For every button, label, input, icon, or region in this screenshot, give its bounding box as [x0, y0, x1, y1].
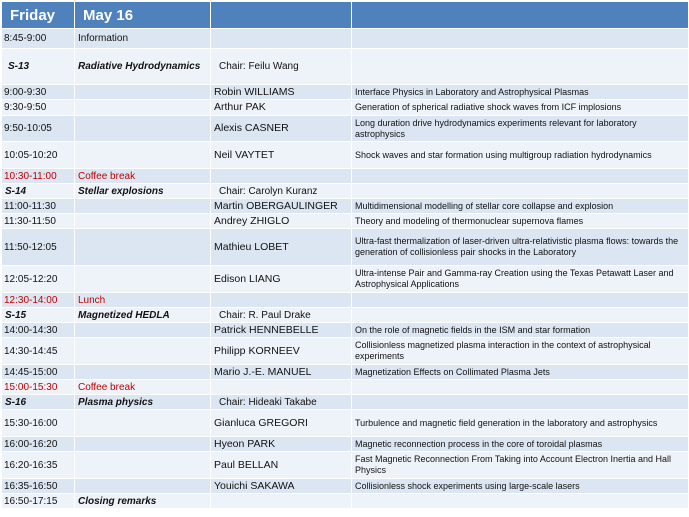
talk-title: Ultra-fast thermalization of laser-driven ultra-relativistic plasma flows: towards the generation of collisionless pair shocks in the Laboratory	[352, 229, 689, 266]
break-label: Coffee break	[75, 380, 211, 395]
session-title: Magnetized HEDLA	[75, 308, 211, 323]
session-row	[2, 308, 689, 323]
table-row	[2, 199, 689, 214]
talk-title: Turbulence and magnetic field generation in the laboratory and astrophysics	[352, 410, 689, 437]
session-row	[2, 49, 689, 85]
time-cell: 10:30-11:00	[2, 169, 75, 184]
table-row	[2, 437, 689, 452]
time-cell: 12:30-14:00	[2, 293, 75, 308]
table-row	[2, 214, 689, 229]
time-cell: 9:00-9:30	[2, 85, 75, 100]
time-cell: 10:05-10:20	[2, 142, 75, 169]
session-title: Stellar explosions	[75, 184, 211, 199]
day-header: Friday	[2, 2, 75, 29]
speaker-cell: Hyeon PARK	[211, 437, 352, 452]
speaker-cell: Robin WILLIAMS	[211, 85, 352, 100]
table-row	[2, 116, 689, 142]
session-row	[2, 395, 689, 410]
table-row	[2, 452, 689, 479]
time-cell: 16:00-16:20	[2, 437, 75, 452]
session-code: S-13	[2, 49, 75, 85]
session-chair: Chair: Feilu Wang	[211, 49, 352, 85]
time-cell: 16:35-16:50	[2, 479, 75, 494]
time-cell: 11:00-11:30	[2, 199, 75, 214]
talk-title: Shock waves and star formation using multigroup radiation hydrodynamics	[352, 142, 689, 169]
break-row	[2, 293, 689, 308]
talk-title: Fast Magnetic Reconnection From Taking into Account Electron Inertia and Hall Physics	[352, 452, 689, 479]
talk-title: Interface Physics in Laboratory and Astrophysical Plasmas	[352, 85, 689, 100]
speaker-cell: Gianluca GREGORI	[211, 410, 352, 437]
table-row	[2, 365, 689, 380]
closing-row	[2, 494, 689, 509]
time-cell: 9:50-10:05	[2, 116, 75, 142]
table-row	[2, 266, 689, 293]
speaker-cell: Alexis CASNER	[211, 116, 352, 142]
break-label: Lunch	[75, 293, 211, 308]
session-title: Plasma physics	[75, 395, 211, 410]
session-chair: Chair: R. Paul Drake	[211, 308, 352, 323]
time-cell: 14:45-15:00	[2, 365, 75, 380]
talk-title: Collisionless magnetized plasma interaction in the context of astrophysical experiments	[352, 338, 689, 365]
speaker-cell: Mario J.-E. MANUEL	[211, 365, 352, 380]
table-row	[2, 338, 689, 365]
label-cell: Information	[75, 29, 211, 49]
speaker-cell: Edison LIANG	[211, 266, 352, 293]
time-cell: 15:00-15:30	[2, 380, 75, 395]
break-label: Coffee break	[75, 169, 211, 184]
time-cell: 11:50-12:05	[2, 229, 75, 266]
session-code: S-14	[2, 184, 75, 199]
speaker-cell: Patrick HENNEBELLE	[211, 323, 352, 338]
time-cell: 8:45-9:00	[2, 29, 75, 49]
session-chair: Chair: Carolyn Kuranz	[211, 184, 352, 199]
session-code: S-15	[2, 308, 75, 323]
session-chair: Chair: Hideaki Takabe	[211, 395, 352, 410]
table-row	[2, 410, 689, 437]
talk-title: Magnetization Effects on Collimated Plasma Jets	[352, 365, 689, 380]
speaker-cell: Martin OBERGAULINGER	[211, 199, 352, 214]
date-header: May 16	[75, 2, 211, 29]
talk-title: Theory and modeling of thermonuclear supernova flames	[352, 214, 689, 229]
talk-title: Multidimensional modelling of stellar core collapse and explosion	[352, 199, 689, 214]
talk-title: Magnetic reconnection process in the core of toroidal plasmas	[352, 437, 689, 452]
session-code: S-16	[2, 395, 75, 410]
closing-label: Closing remarks	[75, 494, 211, 509]
table-row	[2, 100, 689, 116]
break-row	[2, 169, 689, 184]
talk-title: On the role of magnetic fields in the ISM and star formation	[352, 323, 689, 338]
time-cell: 16:50-17:15	[2, 494, 75, 509]
speaker-cell: Youichi SAKAWA	[211, 479, 352, 494]
time-cell: 14:30-14:45	[2, 338, 75, 365]
talk-title: Generation of spherical radiative shock waves from ICF implosions	[352, 100, 689, 116]
table-row	[2, 85, 689, 100]
speaker-cell: Philipp KORNEEV	[211, 338, 352, 365]
header-row	[2, 2, 689, 29]
time-cell: 12:05-12:20	[2, 266, 75, 293]
speaker-cell: Mathieu LOBET	[211, 229, 352, 266]
time-cell: 11:30-11:50	[2, 214, 75, 229]
break-row	[2, 380, 689, 395]
session-row	[2, 184, 689, 199]
table-row	[2, 323, 689, 338]
time-cell: 16:20-16:35	[2, 452, 75, 479]
table-row	[2, 29, 689, 49]
speaker-cell: Arthur PAK	[211, 100, 352, 116]
time-cell: 15:30-16:00	[2, 410, 75, 437]
time-cell: 14:00-14:30	[2, 323, 75, 338]
session-title: Radiative Hydrodynamics	[75, 49, 211, 85]
speaker-cell: Andrey ZHIGLO	[211, 214, 352, 229]
table-row	[2, 142, 689, 169]
talk-title: Long duration drive hydrodynamics experiments relevant for laboratory astrophysics	[352, 116, 689, 142]
table-row	[2, 479, 689, 494]
talk-title: Collisionless shock experiments using large-scale lasers	[352, 479, 689, 494]
speaker-cell: Paul BELLAN	[211, 452, 352, 479]
table-row	[2, 229, 689, 266]
speaker-cell: Neil VAYTET	[211, 142, 352, 169]
time-cell: 9:30-9:50	[2, 100, 75, 116]
schedule-table	[1, 1, 689, 509]
talk-title: Ultra-intense Pair and Gamma-ray Creation using the Texas Petawatt Laser and Astrophysical Applications	[352, 266, 689, 293]
